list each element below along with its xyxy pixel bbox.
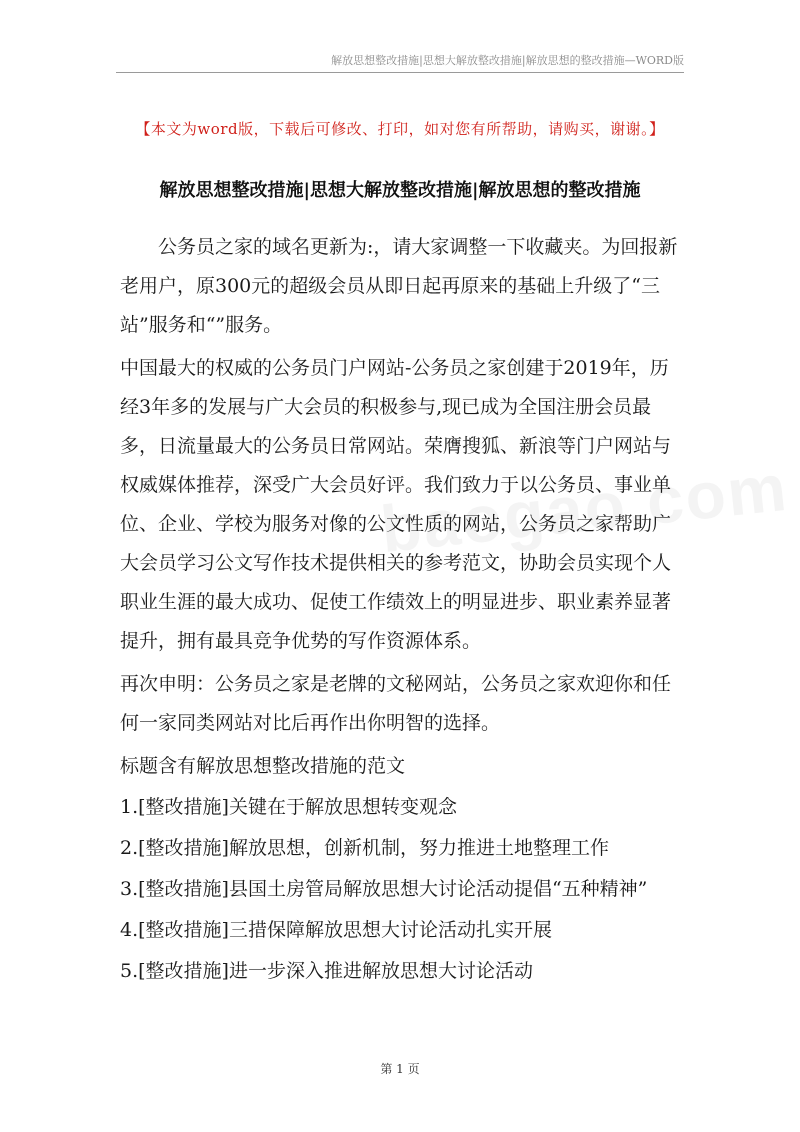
running-header: 解放思想整改措施|思想大解放整改措施|解放思想的整改措施—WORD版: [116, 52, 684, 73]
document-body: [120, 228, 682, 991]
paragraph-intro: 公务员之家的域名更新为:，请大家调整一下收藏夹。为回报新老用户，原300元的超级会员从即日起再原来的基础上升级了“三站”服务和“”服务。: [120, 236, 678, 336]
article-list: [120, 788, 682, 991]
document-title: 解放思想整改措施|思想大解放整改措施|解放思想的整改措施: [159, 180, 641, 201]
paragraph-about: 中国最大的权威的公务员门户网站-公务员之家创建于2019年，历经3年多的发展与广大会员的积极参与,现已成为全国注册会员最多，日流量最大的公务员日常网站。荣膺搜狐、新浪等门户网站与权威媒体推荐，深受广大会员好评。我们致力于以公务员、事业单位、企业、学校为服务对像的公文性质的网站，公务员之家帮助广大会员学习公文写作技术提供相关的参考范文，协助会员实现个人职业生涯的最大成功、促使工作绩效上的明显进步、职业素养显著提升，拥有最具竞争优势的写作资源体系。: [120, 357, 672, 652]
list-item: 4.[整改措施]三措保障解放思想大讨论活动扎实开展: [120, 919, 552, 941]
page-number: 第 1 页: [380, 1062, 420, 1076]
list-item: 3.[整改措施]县国土房管局解放思想大讨论活动提倡“五种精神”: [120, 878, 648, 900]
paragraph-list-heading: 标题含有解放思想整改措施的范文: [120, 755, 406, 777]
paragraph-statement: 再次申明：公务员之家是老牌的文秘网站，公务员之家欢迎你和任何一家同类网站对比后再作出你明智的选择。: [120, 673, 672, 734]
list-item: 1.[整改措施]关键在于解放思想转变观念: [120, 796, 457, 818]
list-item: 2.[整改措施]解放思想，创新机制，努力推进土地整理工作: [120, 837, 609, 859]
purchase-notice: 【本文为word版，下载后可修改、打印，如对您有所帮助，请购买，谢谢。】: [135, 120, 665, 138]
list-item: 5.[整改措施]进一步深入推进解放思想大讨论活动: [120, 960, 533, 982]
